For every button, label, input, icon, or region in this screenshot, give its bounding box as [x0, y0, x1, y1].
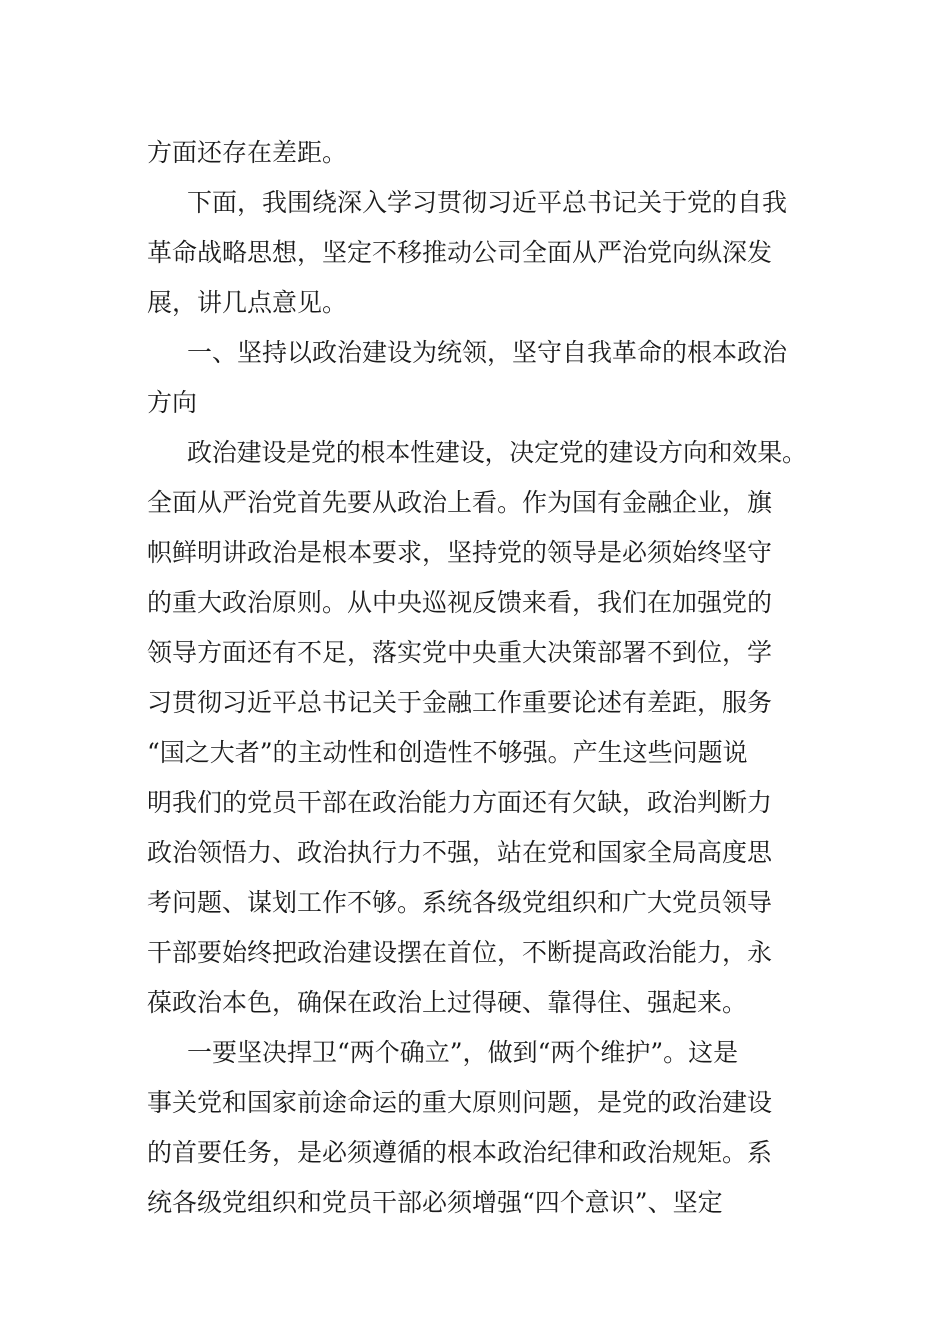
document-body [147, 128, 807, 1228]
text-line: 统各级党组织和党员干部必须增强“四个意识”、坚定 [147, 1188, 723, 1217]
text-line: 政治建设是党的根本性建设，决定党的建设方向和效果。 [187, 438, 807, 467]
text-line: 下面，我围绕深入学习贯彻习近平总书记关于党的自我 [187, 188, 788, 217]
text-line: 事关党和国家前途命运的重大原则问题，是党的政治建设 [147, 1088, 773, 1117]
text-line: “国之大者”的主动性和创造性不够强。产生这些问题说 [147, 738, 748, 767]
text-line: 习贯彻习近平总书记关于金融工作重要论述有差距，服务 [147, 688, 773, 717]
text-line: 政治领悟力、政治执行力不强，站在党和国家全局高度思 [147, 838, 773, 867]
text-line: 方面还存在差距。 [147, 138, 348, 167]
text-line: 帜鲜明讲政治是根本要求，坚持党的领导是必须始终坚守 [147, 538, 773, 567]
text-line: 的首要任务，是必须遵循的根本政治纪律和政治规矩。系 [147, 1138, 773, 1167]
text-line: 展，讲几点意见。 [147, 288, 348, 317]
text-line: 葆政治本色，确保在政治上过得硬、靠得住、强起来。 [147, 988, 748, 1017]
text-line: 明我们的党员干部在政治能力方面还有欠缺，政治判断力 [147, 788, 773, 817]
text-line: 革命战略思想，坚定不移推动公司全面从严治党向纵深发 [147, 238, 773, 267]
text-line: 一、坚持以政治建设为统领，坚守自我革命的根本政治 [187, 338, 788, 367]
text-line: 的重大政治原则。从中央巡视反馈来看，我们在加强党的 [147, 588, 773, 617]
text-line: 一要坚决捍卫“两个确立”，做到“两个维护”。这是 [187, 1038, 739, 1067]
text-line: 干部要始终把政治建设摆在首位，不断提高政治能力，永 [147, 938, 773, 967]
text-line: 全面从严治党首先要从政治上看。作为国有金融企业，旗 [147, 488, 773, 517]
text-line: 领导方面还有不足，落实党中央重大决策部署不到位，学 [147, 638, 773, 667]
text-line: 考问题、谋划工作不够。系统各级党组织和广大党员领导 [147, 888, 773, 917]
text-line: 方向 [147, 388, 198, 417]
